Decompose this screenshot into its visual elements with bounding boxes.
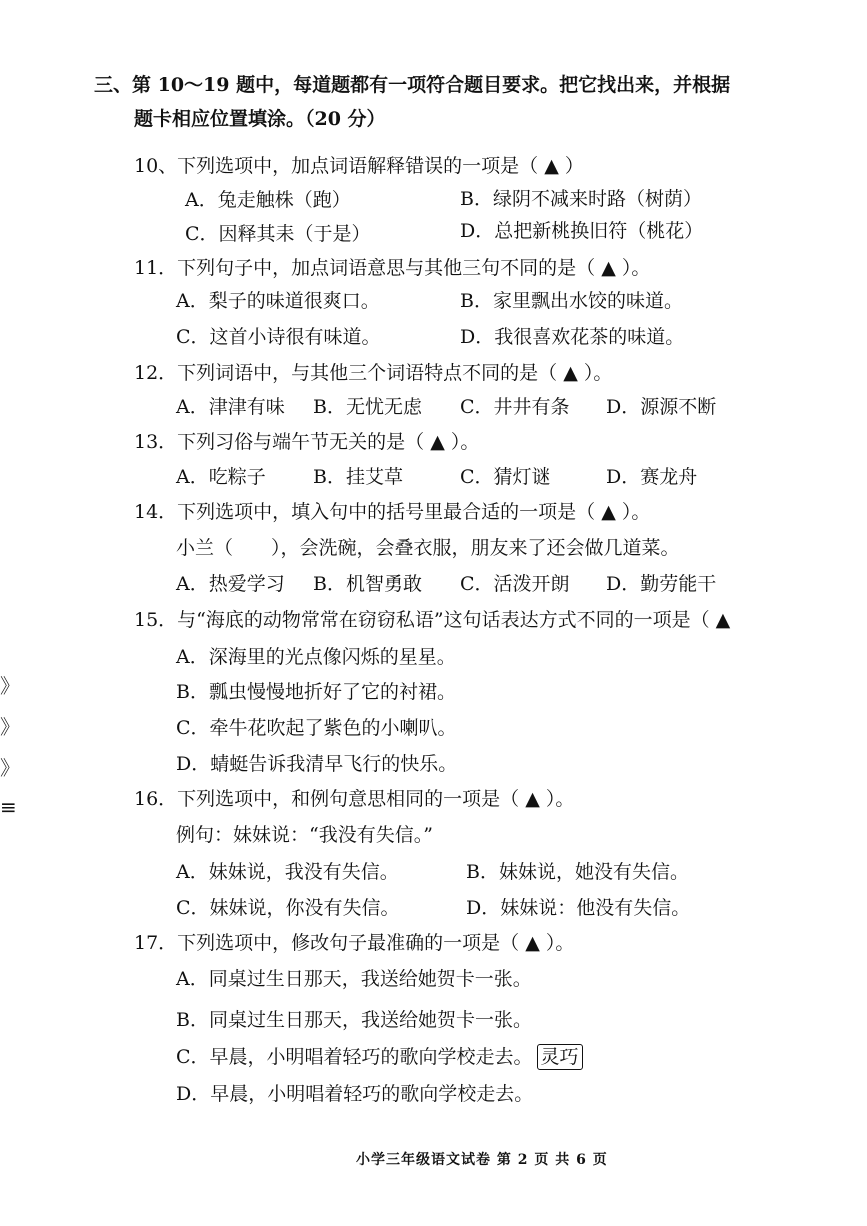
page-footer: 小学三年级语文试卷 第 2 页 共 6 页 <box>356 1152 608 1168</box>
q10-option-b: B．绿阴不减来时路（树荫） <box>460 188 702 210</box>
q14-option-b: B．机智勇敢 <box>313 573 422 595</box>
q13-option-c: C．猜灯谜 <box>460 466 551 488</box>
q13-option-a: A．吃粽子 <box>176 466 266 488</box>
section-title-line1: 三、第 10～19 题中，每道题都有一项符合题目要求。把它找出来，并根据 <box>94 74 731 96</box>
q13-option-b: B．挂艾草 <box>313 466 403 488</box>
q10-option-a: A．兔走触株（跑） <box>185 189 351 211</box>
q14-option-d: D．勤劳能干 <box>606 573 717 595</box>
q12-option-a: A．津津有味 <box>176 396 285 418</box>
q17-option-b: B．同桌过生日那天，我送给她贺卡一张。 <box>176 1009 532 1031</box>
margin-mark-3: 》 <box>0 756 20 780</box>
q15-option-c: C．牵牛花吹起了紫色的小喇叭。 <box>176 717 457 739</box>
q17-option-c <box>176 1048 583 1067</box>
q12-option-b: B．无忧无虑 <box>313 396 422 418</box>
q17-option-a: A．同桌过生日那天，我送给她贺卡一张。 <box>176 968 532 990</box>
q16-option-c: C．妹妹说，你没有失信。 <box>176 897 400 919</box>
q13-option-d: D．赛龙舟 <box>606 466 698 488</box>
q15-option-d: D．蜻蜓告诉我清早飞行的快乐。 <box>176 753 458 775</box>
q14-option-a: A．热爱学习 <box>176 573 285 595</box>
question-10-stem: 10、下列选项中，加点词语解释错误的一项是（ ▲ ） <box>134 155 584 177</box>
margin-mark-4: ≡ <box>0 795 17 819</box>
q14-sentence: 小兰（ ），会洗碗，会叠衣服，朋友来了还会做几道菜。 <box>176 537 680 559</box>
q17-option-c-text: C．早晨，小明唱着轻巧的歌向学校走去。 <box>176 1046 533 1068</box>
question-12-stem: 12．下列词语中，与其他三个词语特点不同的是（ ▲ ）。 <box>134 362 613 384</box>
q16-option-a: A．妹妹说，我没有失信。 <box>176 861 399 883</box>
q16-option-b: B．妹妹说，她没有失信。 <box>466 861 689 883</box>
q10-option-d: D．总把新桃换旧符（桃花） <box>460 220 704 242</box>
margin-mark-2: 》 <box>0 715 20 739</box>
q15-option-b: B．瓢虫慢慢地折好了它的衬裙。 <box>176 681 456 703</box>
q11-option-d: D．我很喜欢花茶的味道。 <box>460 326 685 348</box>
question-16-stem: 16．下列选项中，和例句意思相同的一项是（ ▲ ）。 <box>134 788 575 810</box>
question-14-stem: 14．下列选项中，填入句中的括号里最合适的一项是（ ▲ ）。 <box>134 501 651 523</box>
q14-option-c: C．活泼开朗 <box>460 573 570 595</box>
question-17-stem: 17．下列选项中，修改句子最准确的一项是（ ▲ ）。 <box>134 932 575 954</box>
q17-option-d: D．早晨，小明唱着轻巧的歌向学校走去。 <box>176 1083 534 1105</box>
question-11-stem: 11．下列句子中，加点词语意思与其他三句不同的是（ ▲ ）。 <box>134 257 651 279</box>
boxed-correction-word: 灵巧 <box>537 1044 583 1070</box>
q11-option-c: C．这首小诗很有味道。 <box>176 326 381 348</box>
q12-option-d: D．源源不断 <box>606 396 717 418</box>
q12-option-c: C．井井有条 <box>460 396 570 418</box>
section-title-line2: 题卡相应位置填涂。（20 分） <box>134 108 386 130</box>
q16-option-d: D．妹妹说：他没有失信。 <box>466 897 691 919</box>
q11-option-b: B．家里飘出水饺的味道。 <box>460 290 683 312</box>
q15-option-a: A．深海里的光点像闪烁的星星。 <box>176 646 456 668</box>
question-15-stem: 15．与“海底的动物常常在窃窃私语”这句话表达方式不同的一项是（ ▲ <box>134 609 731 631</box>
margin-mark-1: 》 <box>0 674 20 698</box>
question-13-stem: 13．下列习俗与端午节无关的是（ ▲ ）。 <box>134 431 480 453</box>
q11-option-a: A．梨子的味道很爽口。 <box>176 290 380 312</box>
q10-option-c: C．因释其耒（于是） <box>185 223 371 245</box>
q16-example-sentence: 例句：妹妹说：“我没有失信。” <box>176 824 433 846</box>
